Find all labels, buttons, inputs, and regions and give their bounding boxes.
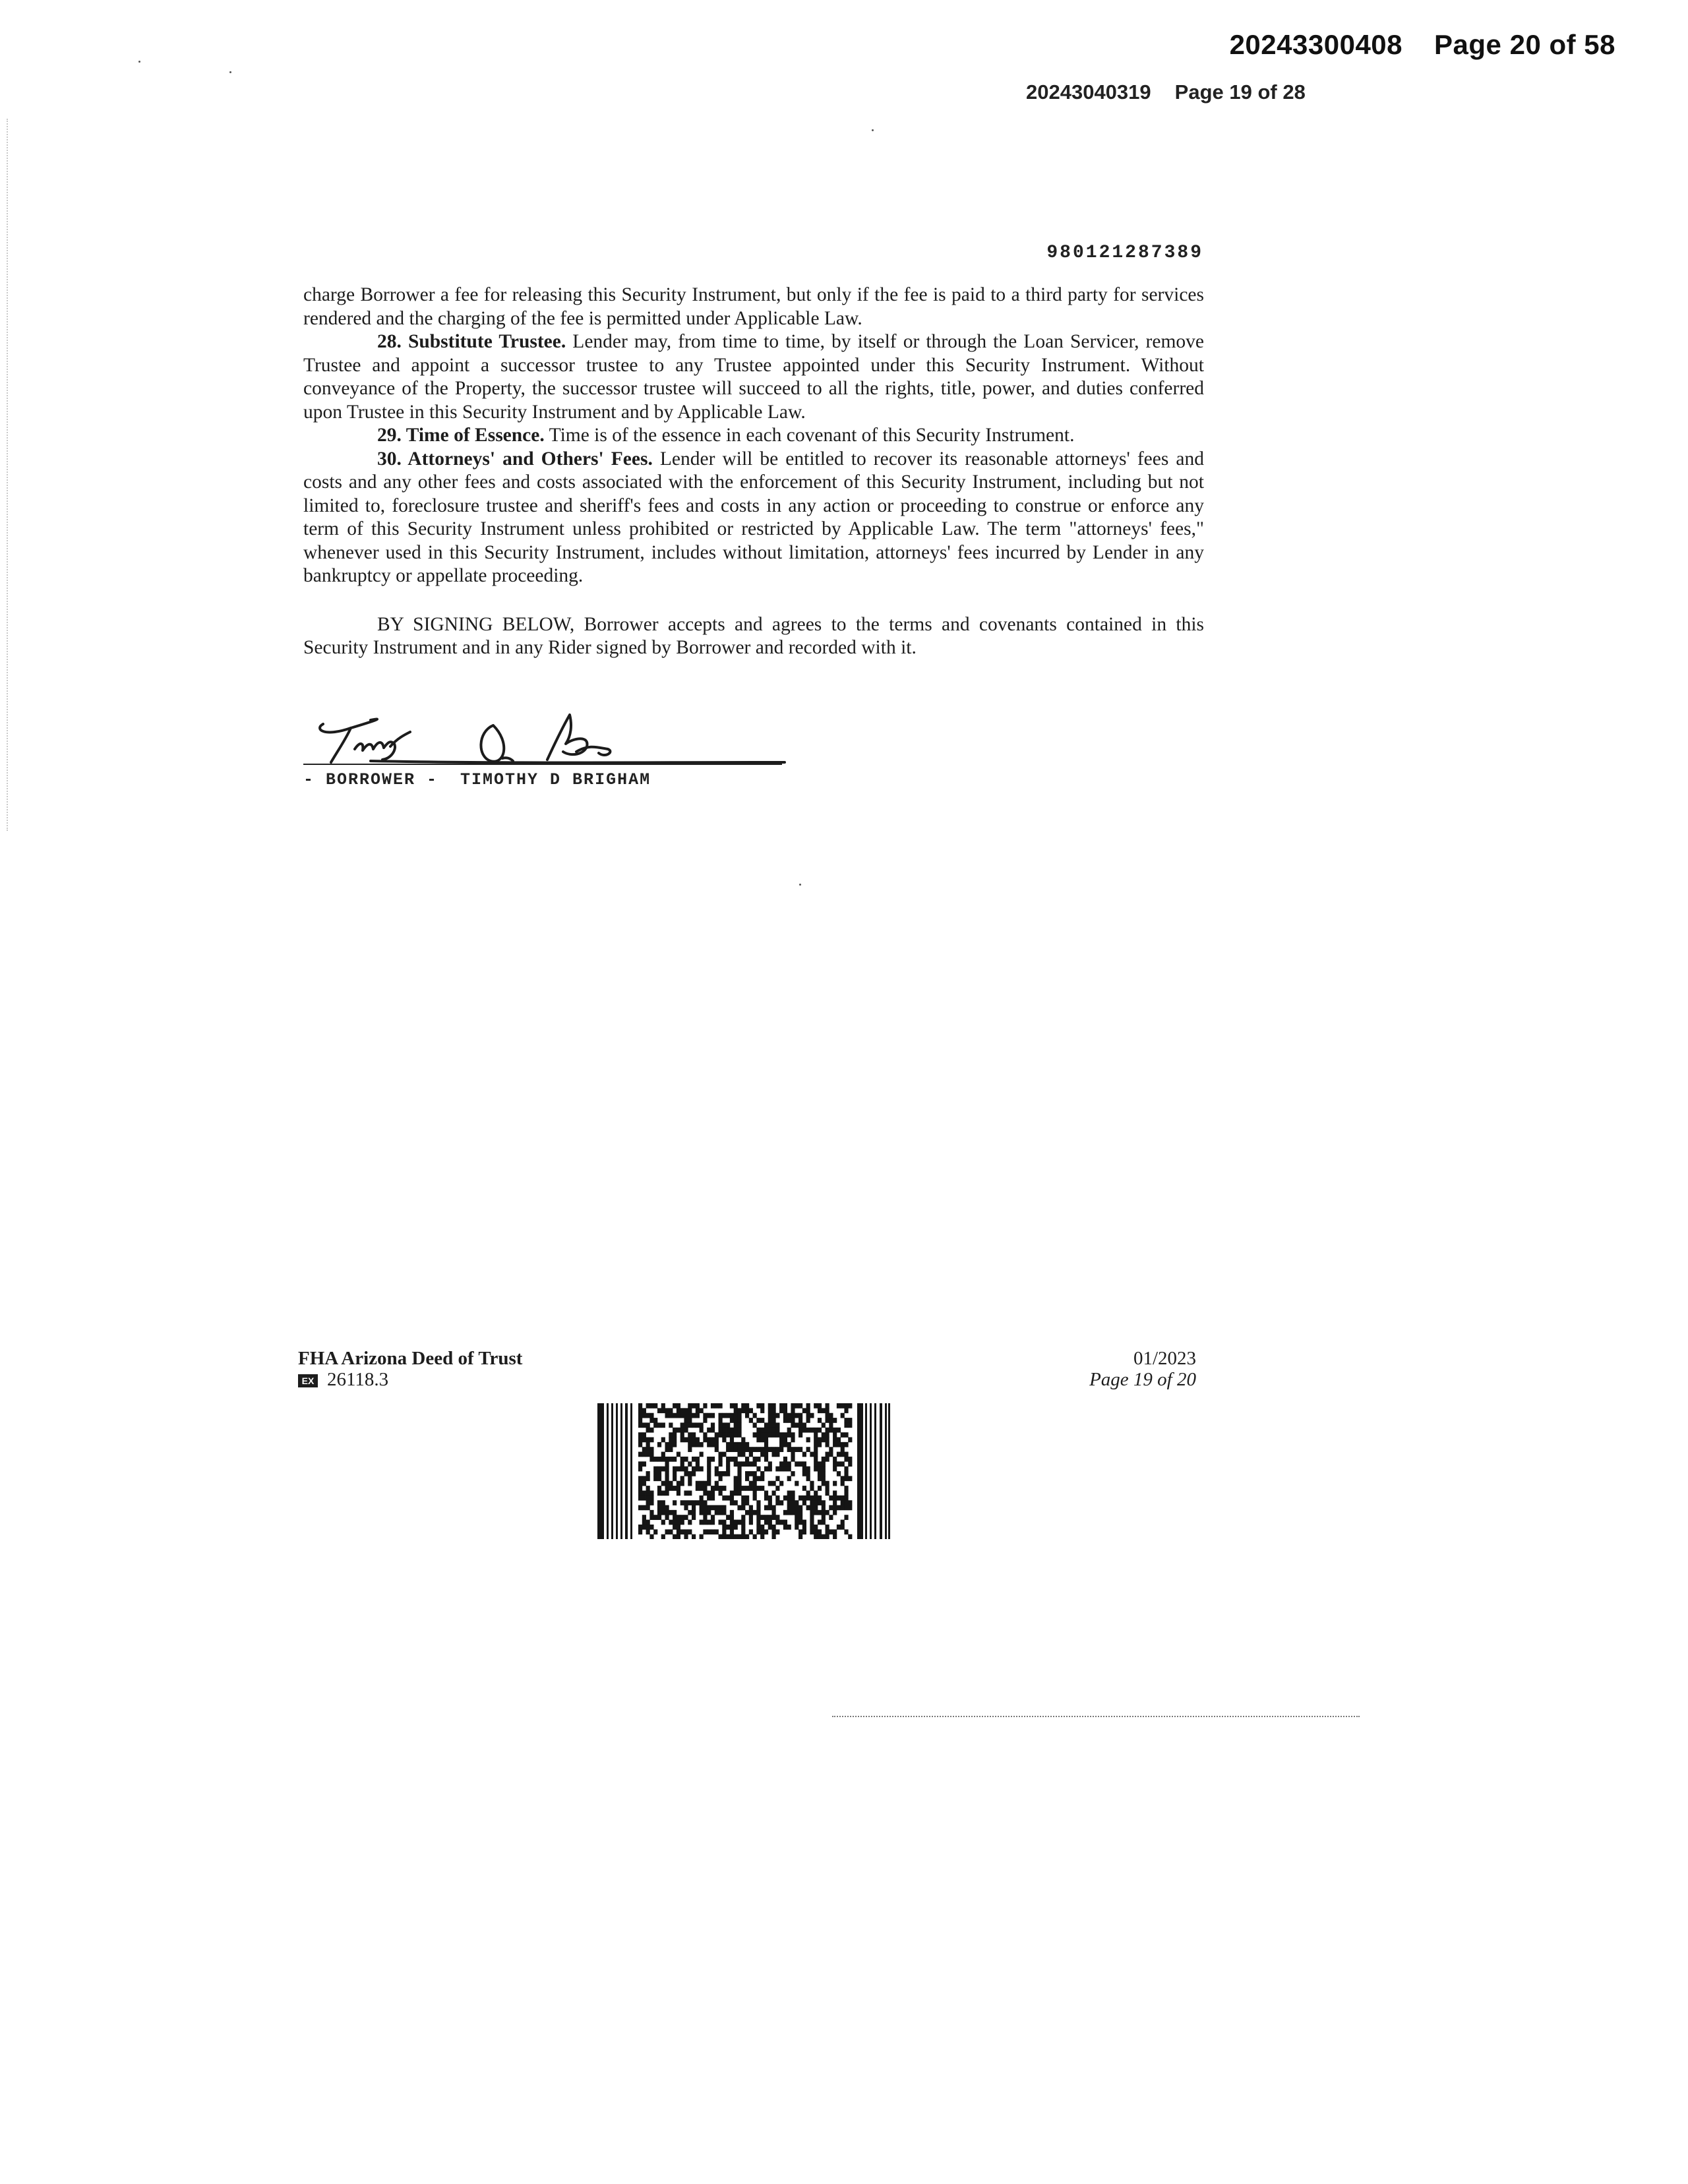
scan-edge [7, 119, 8, 831]
signature-line [303, 764, 782, 765]
signature-label: - BORROWER - TIMOTHY D BRIGHAM [303, 770, 651, 789]
form-title: FHA Arizona Deed of Trust [298, 1348, 523, 1369]
form-number-line [298, 1369, 522, 1390]
pdf417-barcode [597, 1403, 890, 1539]
section-text: Time is of the essence in each covenant of this Security Instrument. [544, 425, 1075, 446]
section-text: Lender will be entitled to recover its reasonable attorneys' fees and costs and any other fees and costs associated with the enforcement of this Security Instrument, including but not limited to, foreclosure trustee and sheriff's fees and costs in any action or proceeding to construe or enforce any term of this Security Instrument unless prohibited or restricted by Applicable Law. The term "attorneys' fees," whenever used in this Security Instrument, includes without limitation, attorneys' fees incurred by Lender in any bankruptcy or appellate proceeding. [303, 448, 1204, 586]
section-heading: 29. Time of Essence. [377, 425, 545, 446]
form-number: 26118.3 [327, 1369, 389, 1390]
recording-number: 20243300408 [1229, 29, 1403, 60]
form-page: Page 19 of 20 [1089, 1369, 1196, 1390]
scan-speck [799, 884, 801, 886]
prior-recording-number: 20243040319 [1026, 80, 1151, 104]
section-29 [303, 424, 1204, 448]
scan-speck [872, 129, 874, 131]
recording-page: Page 20 of 58 [1434, 29, 1615, 60]
section-30 [303, 448, 1204, 588]
borrower-signature [305, 706, 786, 772]
section-28 [303, 330, 1204, 424]
form-identifier [298, 1348, 522, 1390]
scan-dotted-line [832, 1716, 1360, 1717]
recording-stamp [1230, 29, 1615, 61]
section-text: Lender may, from time to time, by itself or through the Loan Servicer, remove Trustee and appoint a successor trustee to any Trustee appointed under this Security Instrument. Without conveyance of the Property, the successor trustee will succeed to all the rights, title, power, and duties conferred upon Trustee in this Security Instrument and by Applicable Law. [303, 331, 1204, 423]
ellie-mae-logo: EX [298, 1374, 318, 1387]
continuation-paragraph: charge Borrower a fee for releasing this Security Instrument, but only if the fee is paid to a third party for services rendered and the charging of the fee is permitted under Applicable Law. [303, 284, 1204, 329]
section-heading: 30. Attorneys' and Others' Fees. [377, 448, 653, 470]
form-date: 01/2023 [1133, 1348, 1196, 1369]
loan-number: 980121287389 [1046, 243, 1203, 263]
document-body [303, 284, 1204, 660]
prior-recording-page: Page 19 of 28 [1174, 80, 1306, 104]
scan-speck [229, 71, 231, 73]
section-heading: 28. Substitute Trustee. [377, 331, 566, 352]
prior-recording-stamp [1026, 80, 1306, 104]
scan-speck [138, 61, 140, 63]
signing-statement: BY SIGNING BELOW, Borrower accepts and agrees to the terms and covenants contained in this Security Instrument and in any Rider signed by Borrower and recorded with it. [303, 613, 1204, 658]
form-page-info [1089, 1348, 1196, 1390]
